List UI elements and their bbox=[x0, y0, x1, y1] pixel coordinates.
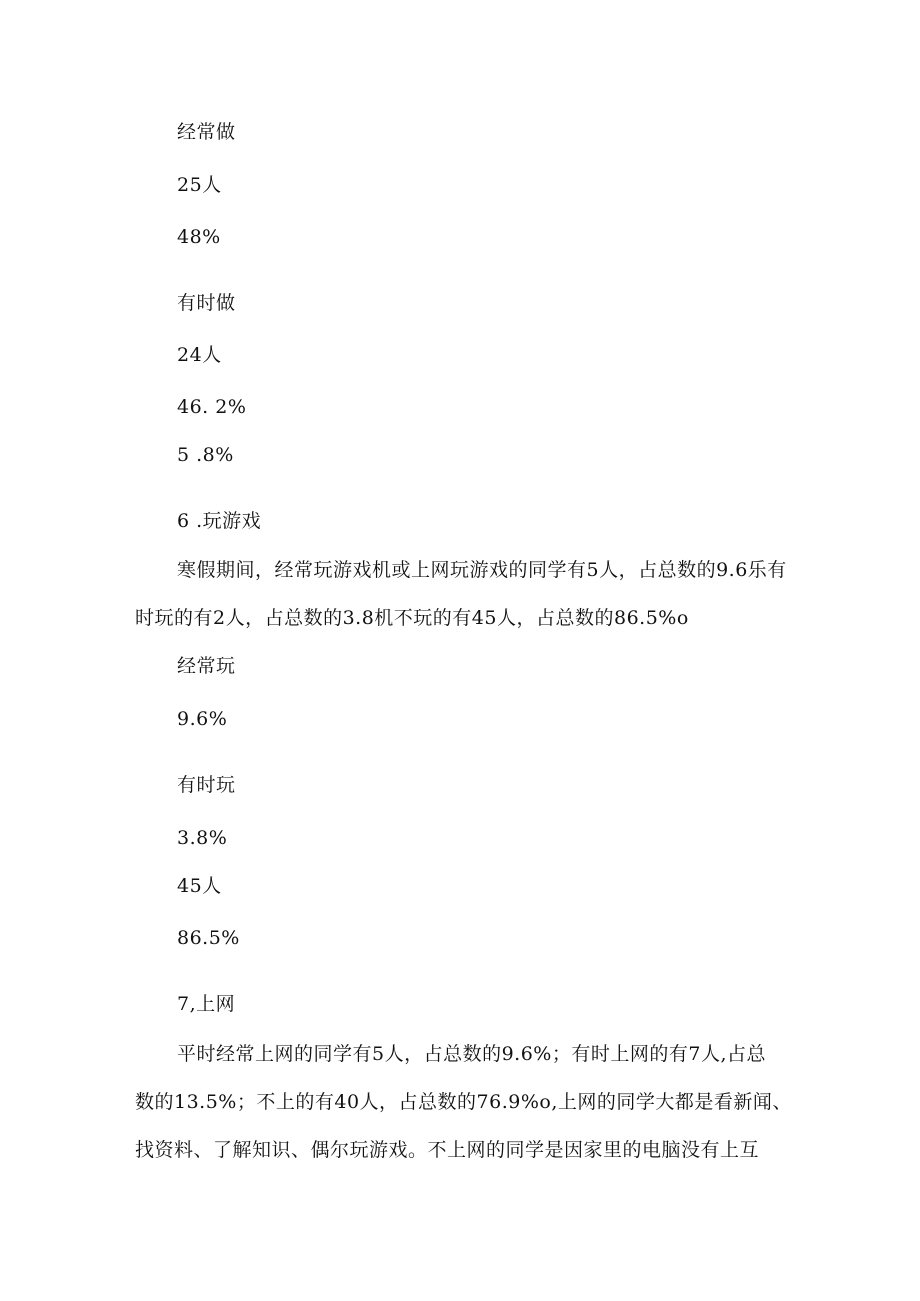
text-line: 86.5% bbox=[177, 927, 240, 949]
paragraph-line: 时玩的有2人，占总数的3.8机不玩的有45人，占总数的86.5%o bbox=[135, 607, 689, 629]
paragraph-line: 数的13.5%；不上的有40人，占总数的76.9%o,上网的同学大都是看新闻、 bbox=[135, 1091, 792, 1113]
text-line: 有时玩 bbox=[177, 774, 236, 796]
text-line: 5 .8% bbox=[177, 444, 234, 466]
paragraph-line: 平时经常上网的同学有5人，占总数的9.6%；有时上网的有7人,占总 bbox=[177, 1043, 766, 1065]
text-line: 24人 bbox=[177, 344, 222, 366]
text-line: 45人 bbox=[177, 875, 222, 897]
paragraph-line: 找资料、了解知识、偶尔玩游戏。不上网的同学是因家里的电脑没有上互 bbox=[135, 1139, 760, 1161]
text-line: 经常做 bbox=[177, 121, 236, 143]
text-line: 25人 bbox=[177, 174, 222, 196]
section-heading: 6 .玩游戏 bbox=[177, 510, 262, 532]
text-line: 经常玩 bbox=[177, 655, 236, 677]
text-line: 有时做 bbox=[177, 292, 236, 314]
text-line: 9.6% bbox=[177, 708, 228, 730]
text-line: 46. 2% bbox=[177, 396, 247, 418]
section-heading: 7,上网 bbox=[177, 993, 236, 1015]
text-line: 48% bbox=[177, 226, 221, 248]
text-line: 3.8% bbox=[177, 827, 228, 849]
paragraph-line: 寒假期间，经常玩游戏机或上网玩游戏的同学有5人，占总数的9.6乐有 bbox=[177, 559, 787, 581]
